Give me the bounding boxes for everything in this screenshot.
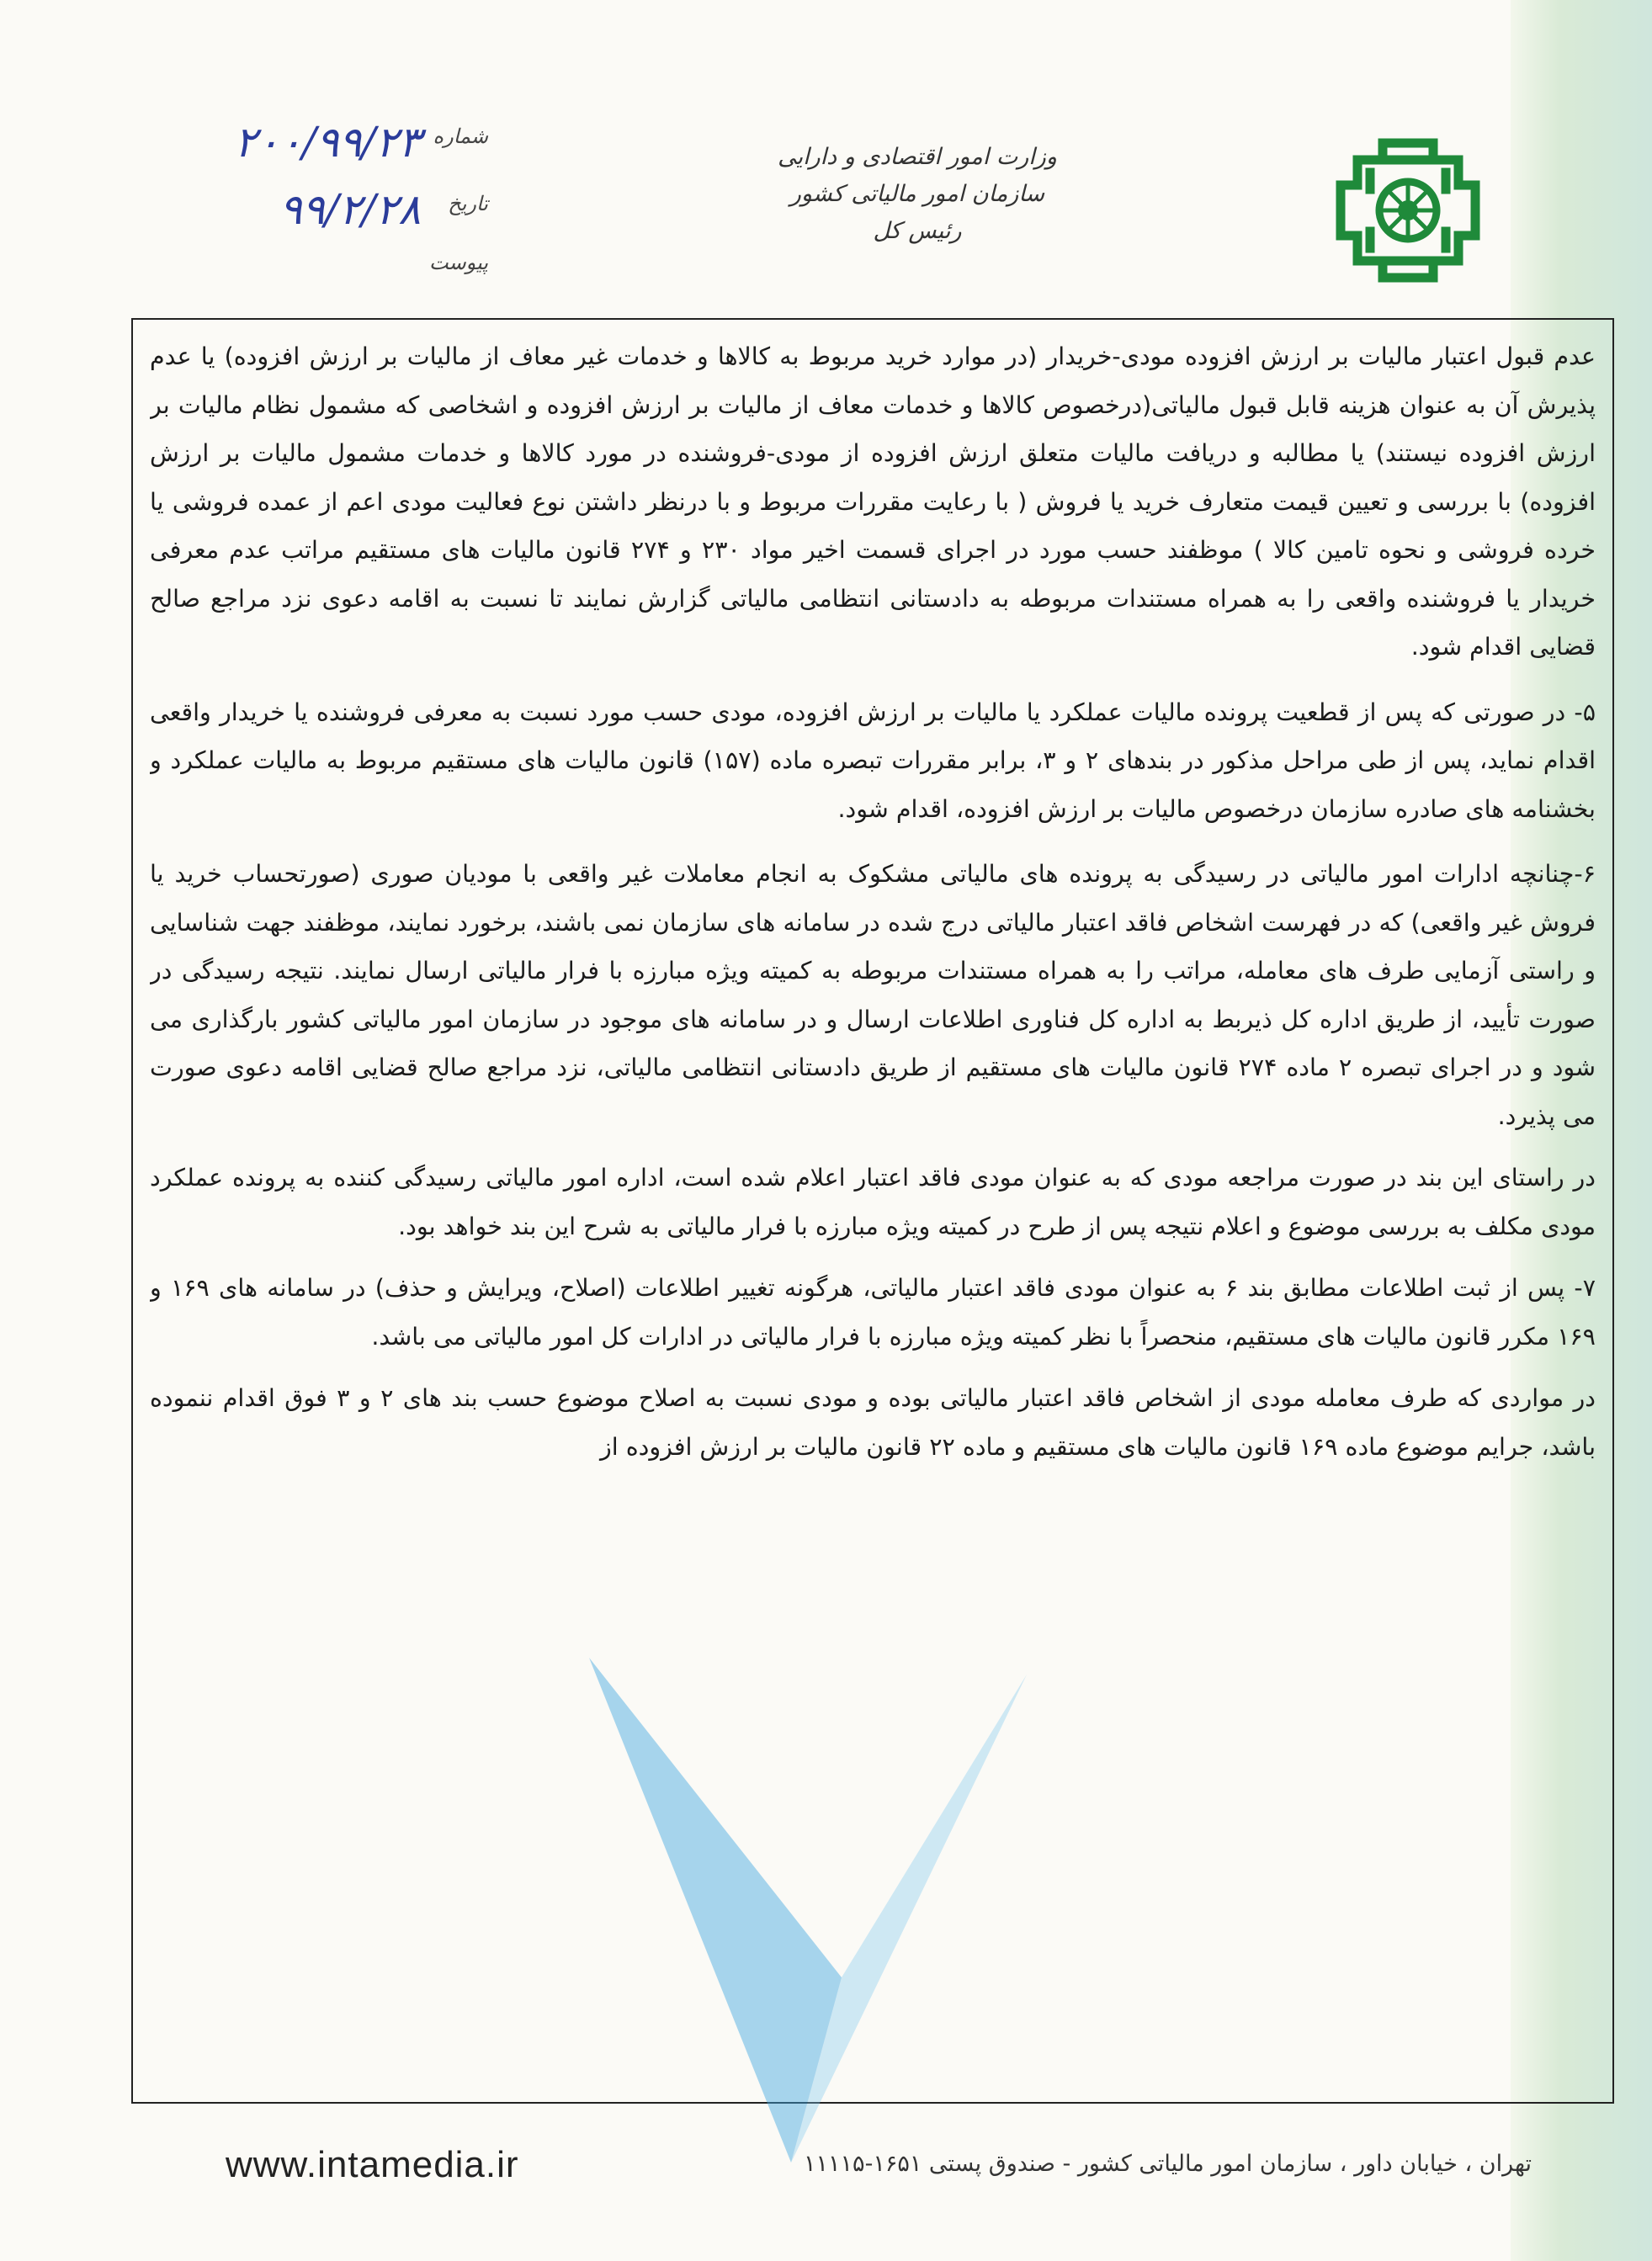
organization-name: سازمان امور مالیاتی کشور <box>789 181 1045 207</box>
paragraph-item-6: ۶-چنانچه ادارات امور مالیاتی در رسیدگی به پرونده های مالیاتی مشکوک به انجام معاملات غیر واقعی با مودیان صوری (صورتحساب خرید یا فروش غیر واقعی) که در فهرست اشخاص فاقد اعتبار مالیاتی درج شده در سامانه های سازمان نمی باشند، برخورد نمایند، موظفند جهت شناسایی و راستی آزمایی طرف های معامله، مراتب را به همراه مستندات مربوطه به کمیته ویژه مبارزه با فرار مالیاتی ارسال نمایند. نتیجه رسیدگی در صورت تأیید، از طریق اداره کل ذیربط به اداره کل فناوری اطلاعات ارسال و در سامانه های موجود در سازمان امور مالیاتی کشور بارگذاری می شود و در اجرای تبصره ۲ ماده ۲۷۴ قانون مالیات های مستقیم از طریق دادستانی انتظامی مالیاتی، نزد مراجع صالح قضایی اقامه دعوی صورت می پذیرد. <box>150 860 1596 1130</box>
footer-address: تهران ، خیابان داور ، سازمان امور مالیاتی کشور - صندوق پستی ۱۶۵۱-۱۱۱۱۵ <box>804 2151 1532 2177</box>
tax-organization-emblem-icon <box>1324 126 1492 295</box>
letter-meta <box>151 118 488 286</box>
number-value: ۲۰۰/۹۹/۲۳ <box>234 118 421 167</box>
footer-website: www.intamedia.ir <box>226 2144 519 2185</box>
paragraph-item-7: ۷- پس از ثبت اطلاعات مطابق بند ۶ به عنوان مودی فاقد اعتبار مالیاتی، هرگونه تغییر اطلاعات (اصلاح، ویرایش و حذف) در سامانه های ۱۶۹ و ۱۶۹ مکرر قانون مالیات های مستقیم، منحصراً با نظر کمیته ویژه مبارزه با فرار مالیاتی در ادارات کل امور مالیاتی می باشد. <box>150 1274 1596 1351</box>
position-title: رئیس کل <box>873 218 962 244</box>
attachment-label: پیوست <box>429 251 488 274</box>
ministry-name: وزارت امور اقتصادی و دارایی <box>778 144 1057 170</box>
number-label: شماره <box>433 125 488 148</box>
date-label: تاریخ <box>448 192 488 215</box>
paragraph-item-5: ۵- در صورتی که پس از قطعیت پرونده مالیات عملکرد یا مالیات بر ارزش افزوده، مودی حسب مورد نسبت به معرفی فروشنده یا خریدار واقعی اقدام نماید، پس از طی مراحل مذکور در بندهای ۲ و ۳، برابر مقررات تبصره ماده (۱۵۷) قانون مالیات های مستقیم مربوط به مالیات عملکرد و بخشنامه های صادره سازمان درخصوص مالیات بر ارزش افزوده، اقدام شود. <box>150 698 1596 823</box>
date-value: ۹۹/۲/۲۸ <box>279 185 421 234</box>
date-row <box>151 185 488 244</box>
watermark-logo-icon <box>589 1624 1027 2163</box>
letterhead <box>741 139 1094 250</box>
paragraph-item-6-note: در راستای این بند در صورت مراجعه مودی که به عنوان مودی فاقد اعتبار اعلام شده است، اداره امور مالیاتی رسیدگی کننده به پرونده عملکرد مودی مکلف به بررسی موضوع و اعلام نتیجه پس از طرح در کمیته ویژه مبارزه با فرار مالیاتی به شرح این بند خواهد بود. <box>150 1164 1596 1240</box>
attachment-row <box>151 244 488 303</box>
paragraph-intro: عدم قبول اعتبار مالیات بر ارزش افزوده مودی-خریدار (در موارد خرید مربوط به کالاها و خدمات غیر معاف از مالیات بر ارزش افزوده) یا عدم پذیرش آن به عنوان هزینه قابل قبول مالیاتی(درخصوص کالاها و خدمات معاف از مالیات بر ارزش افزوده و اشخاصی که مشمول نظام مالیات بر ارزش افزوده نیستند) یا مطالبه و دریافت مالیات متعلق ارزش افزوده از مودی-فروشنده در مورد کالاها و خدمات مشمول مالیات بر ارزش افزوده) با بررسی و تعیین قیمت متعارف خرید یا فروش ( با رعایت مقررات مربوط و با درنظر داشتن نوع فعالیت مودی اعم از عمده فروشی یا خرده فروشی و نحوه تامین کالا ) موظفند حسب مورد در اجرای قسمت اخیر مواد ۲۳۰ و ۲۷۴ قانون مالیات های مستقیم مراتب عدم معرفی خریدار یا فروشنده واقعی را به همراه مستندات مربوطه به دادستانی انتظامی مالیاتی گزارش نمایند تا نسبت به اقامه دعوی نزد مراجع صالح قضایی اقدام شود. <box>150 342 1596 661</box>
paragraph-item-7-note: در مواردی که طرف معامله مودی از اشخاص فاقد اعتبار مالیاتی بوده و مودی نسبت به اصلاح موضوع حسب بند های ۲ و ۳ فوق اقدام ننموده باشد، جرایم موضوع ماده ۱۶۹ قانون مالیات های مستقیم و ماده ۲۲ قانون مالیات بر ارزش افزوده از <box>150 1384 1596 1461</box>
number-row <box>151 118 488 177</box>
